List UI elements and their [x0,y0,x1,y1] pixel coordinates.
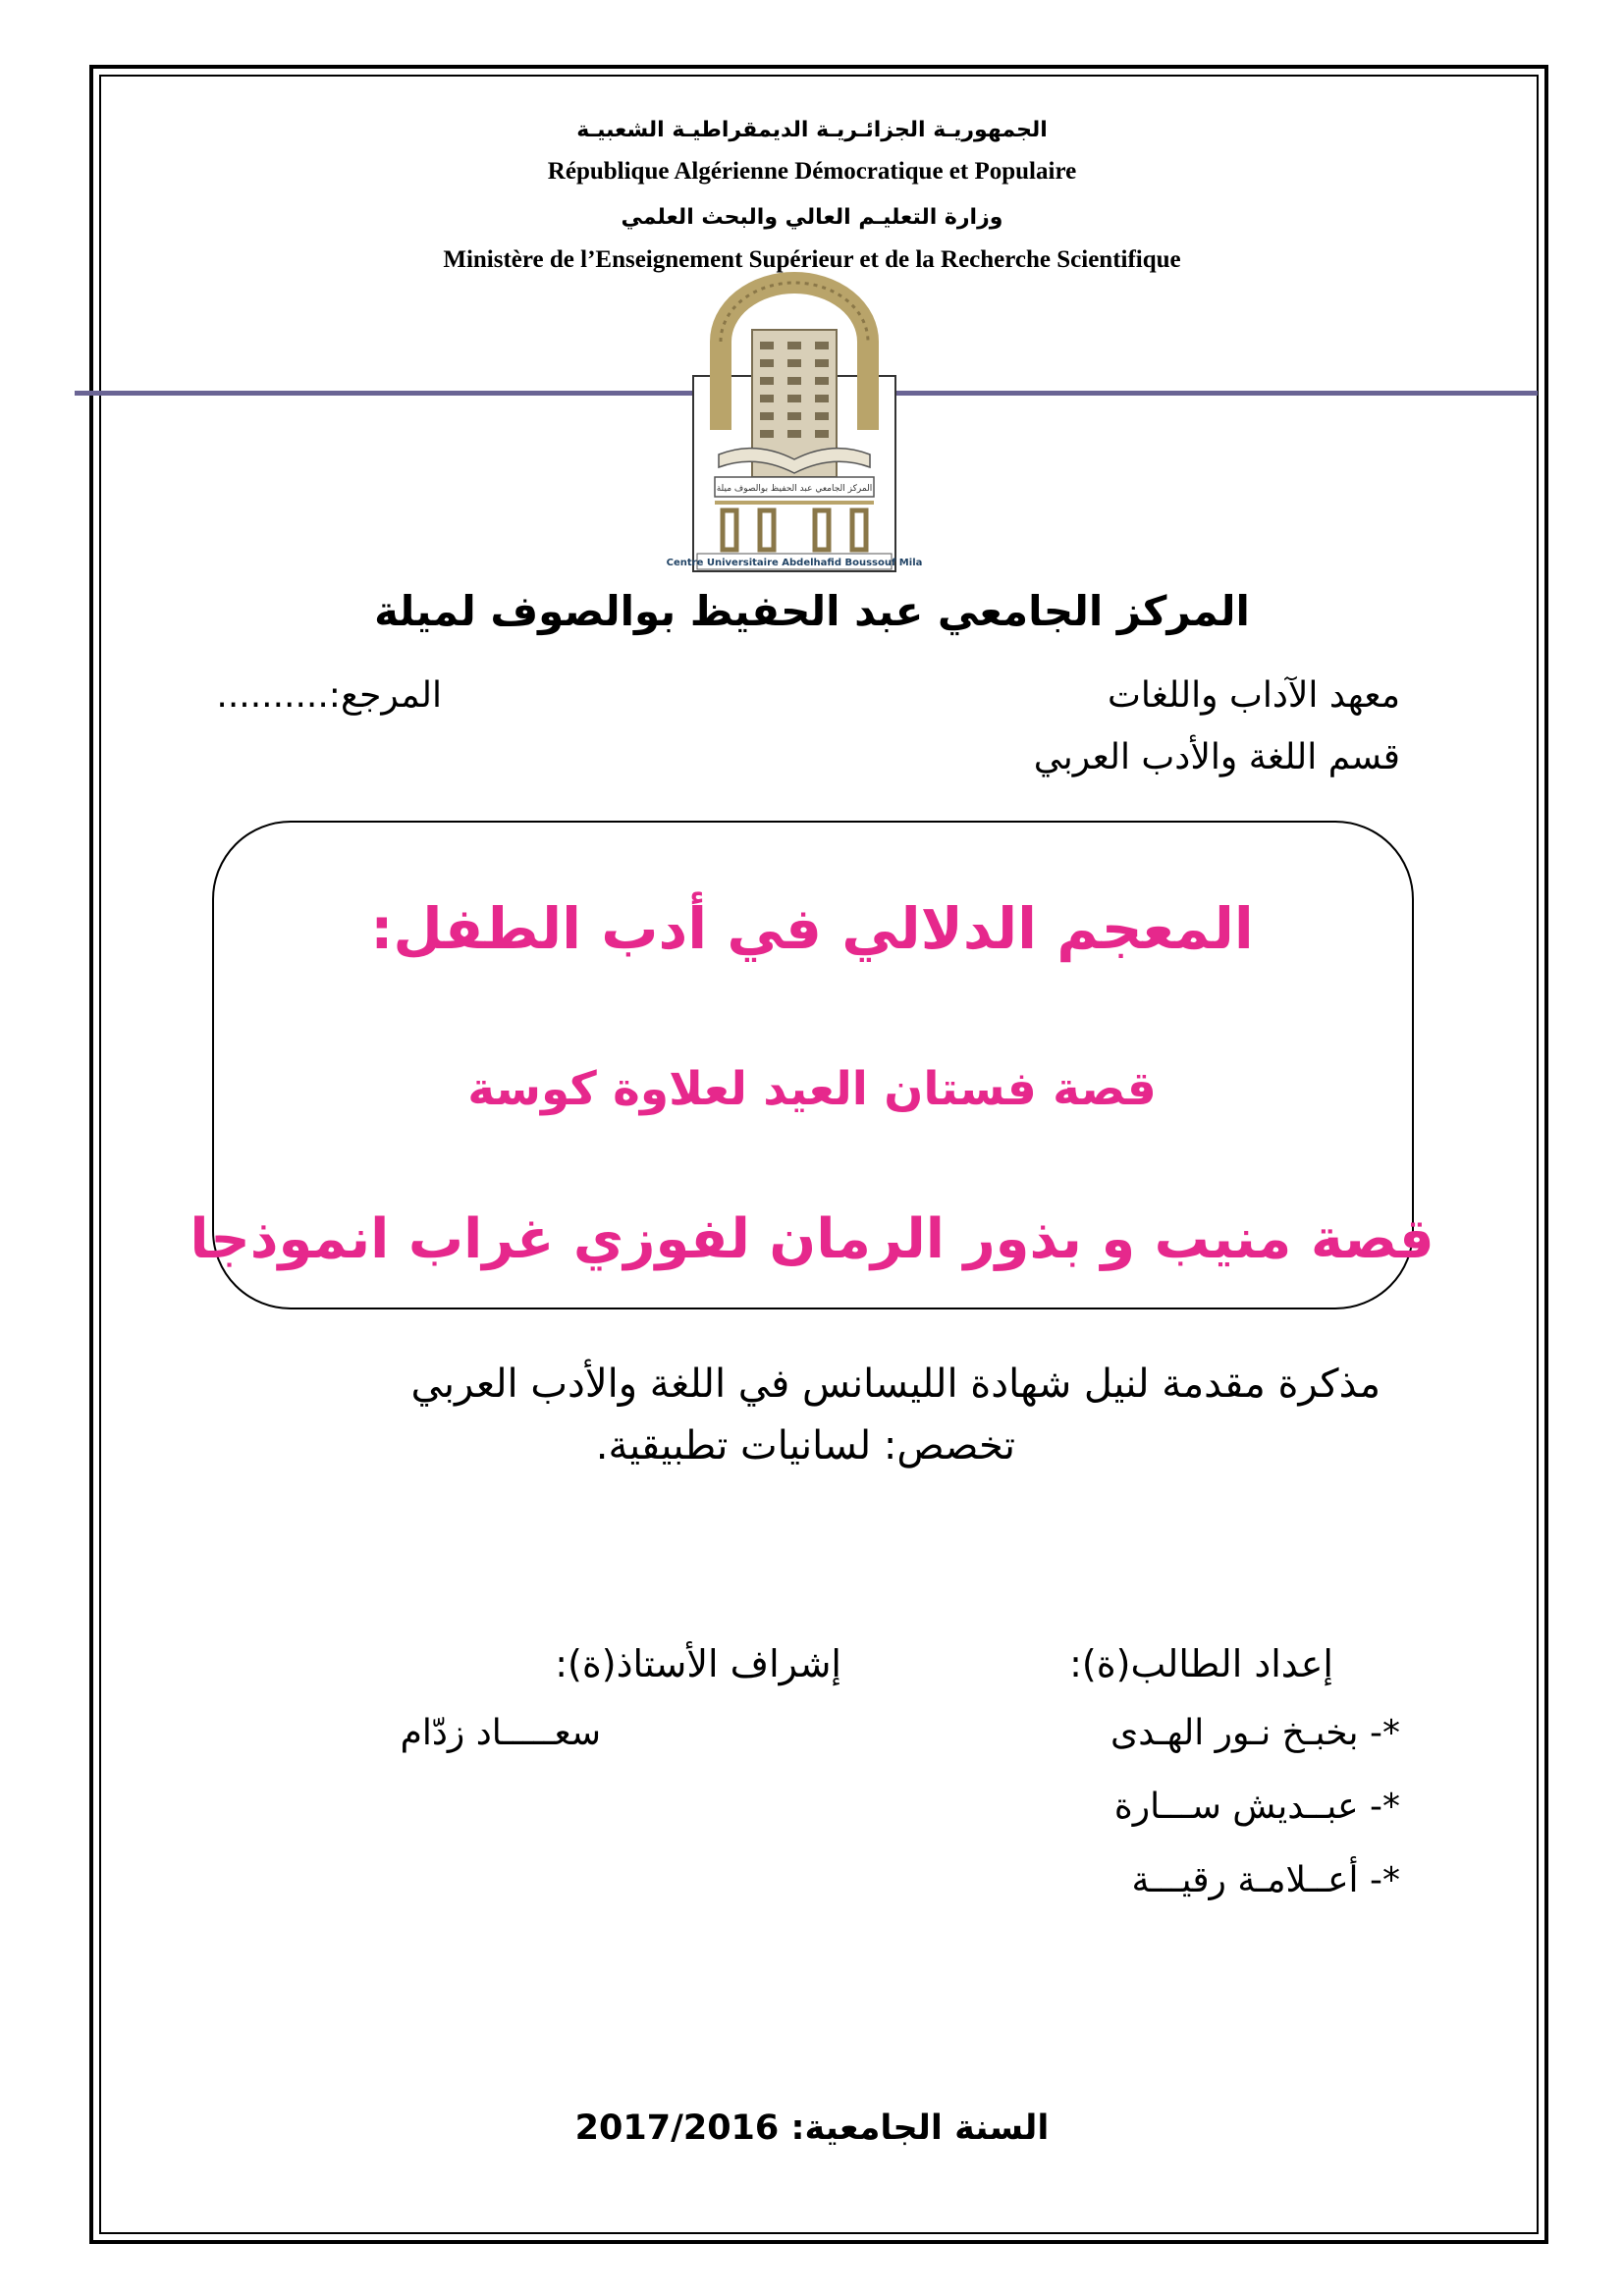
university-logo [666,283,923,573]
ministry-fr: Ministère de l’Enseignement Supérieur et de la Recherche Scientifique [443,246,1181,273]
logo-inner-text: المركز الجامعي عبد الحفيظ بوالصوف ميلة [716,484,873,494]
republic-ar: الجمهوريـة الجزائـريـة الديمقراطيـة الشعبيـة [576,118,1048,142]
institute-name: معهد الآداب واللغات [1108,675,1400,716]
thesis-subtitle-1: قصة فستان العيد لعلاوة كوسة [467,1062,1157,1116]
reference-field: المرجع:.......... [216,675,442,716]
university-name: المركز الجامعي عبد الحفيظ بوالصوف لميلة [374,587,1250,635]
thesis-title: المعجم الدلالي في أدب الطفل: [370,895,1254,962]
department-name: قسم اللغة والأدب العربي [1033,737,1400,777]
academic-year: السنة الجامعية: 2017/2016 [574,2109,1050,2148]
republic-fr: République Algérienne Démocratique et Populaire [547,158,1077,185]
student-name: *- أعــلامـة رقيـــة [1131,1860,1400,1900]
supervisor-name: سعـــــاد زدّام [400,1713,601,1753]
specialty: تخصص: لسانيات تطبيقية. [595,1423,1015,1468]
thesis-subtitle-2: قصة منيب و بذور الرمان لفوزي غراب انموذجا [189,1207,1435,1271]
ministry-ar: وزارة التعليـم العالي والبحث العلمي [621,205,1003,230]
memo-statement: مذكرة مقدمة لنيل شهادة الليسانس في اللغة والأدب العربي [410,1362,1380,1407]
student-name: *- عبــديش ســـارة [1113,1787,1400,1827]
student-name: *- بخبـخ نـور الهـدى [1110,1713,1400,1753]
supervisor-label: إشراف الأستاذ(ة): [555,1642,841,1685]
logo-caption: Centre Universitaire Abdelhafid Boussouf Mila [666,558,923,568]
students-label: إعداد الطالب(ة): [1069,1642,1333,1685]
